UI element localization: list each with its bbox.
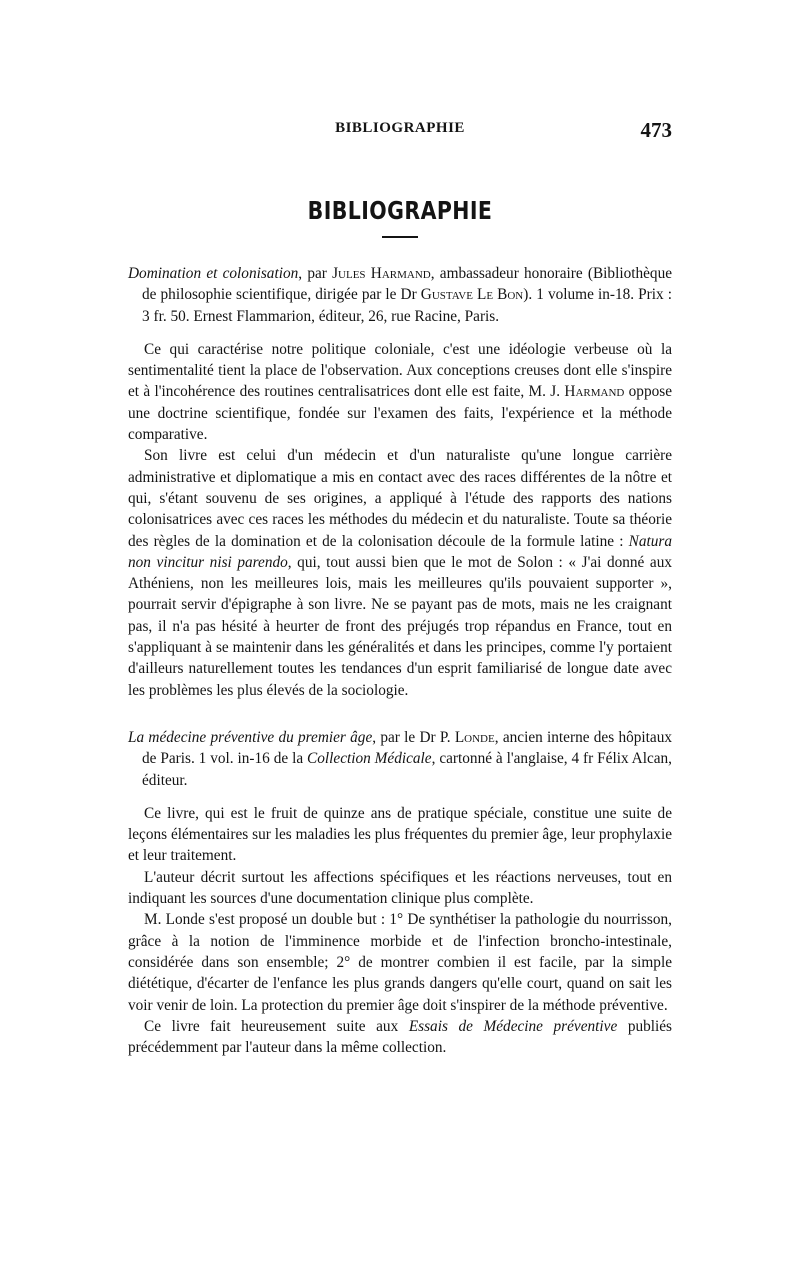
section-title: BIBLIOGRAPHIE bbox=[307, 196, 493, 225]
review-paragraph: L'auteur décrit surtout les affections spécifiques et les réactions nerveuses, tout en indiquant les sources d'une documentation clinique plus complète. bbox=[128, 868, 672, 908]
book-title: La médecine préventive du premier âge bbox=[128, 728, 373, 746]
review-paragraph: Ce livre fait heureusement suite aux Essais de Médecine préventive publiés précédemment par l'auteur dans la même collection. bbox=[128, 1017, 673, 1057]
author-name: Londe bbox=[454, 728, 495, 746]
review-paragraph: Ce qui caractérise notre politique coloniale, c'est une idéologie verbeuse où la sentimentalité tient la place de l'observation. Aux conceptions creuses dont elle s'inspire et à l'incohérence des routines centralisatrices dont elle est faite, M. J. Harmand oppose une doctrine scientifique, fondée sur l'examen des faits, l'expérience et la méthode comparative. bbox=[128, 340, 672, 444]
review-paragraph: M. Londe s'est proposé un double but : 1° De synthétiser la pathologie du nourrisson, grâce à la notion de l'imminence morbide et de l'infection broncho-intestinale, considérée dans son ensemble; 2° de montrer combien il est facile, par la simple diététique, d'écarter de l'enfance les plus grands dangers qu'elle court, quand on sait les voir venir de loin. La protection du premier âge doit s'inspirer de la méthode préventive. bbox=[128, 911, 672, 1014]
review-paragraph: Ce livre, qui est le fruit de quinze ans de pratique spéciale, constitue une suite de leçons élémentaires sur les maladies les plus fréquentes du premier âge, leur prophylaxie et leur traitement. bbox=[128, 804, 672, 865]
review-paragraph: Son livre est celui d'un médecin et d'un naturaliste qu'une longue carrière administrative et diplomatique a mis en contact avec des races différentes de la nôtre et qui, s'étant souvenu de ses origines, a appliqué à l'étude des rapports des nations colonisatrices avec ces races les méthodes du médecin et du naturaliste. Toute sa théorie des règles de la domination et de la colonisation découle de la formule latine : Natura non vincitur nisi parendo, qui, tout aussi bien que le mot de Solon : « J'ai donné aux Athéniens, non les meilleures lois, mais les meilleures qu'ils pouvaient supporter », pourrait servir d'épigraphe à son livre. Ne se payant pas de mots, mais ne les craignant pas, il n'a pas hésité à heurter de front des préjugés trop répandus en France, tout en s'appliquant à se maintenir dans les généralités et dans les principes, comme l'y portaient d'ailleurs naturellement toutes les tendances d'un esprit familiarisé de longue date avec les problèmes les plus élevés de la sociologie. bbox=[128, 447, 672, 699]
author-name: Jules Harmand bbox=[332, 265, 431, 282]
running-title: BIBLIOGRAPHIE bbox=[335, 120, 465, 136]
bibliography-entry-heading: La médecine préventive du premier âge, par le Dr P. Londe, ancien interne des hôpitaux de Paris. 1 vol. in-16 de la Collection Médicale, cartonné à l'anglaise, 4 fr Félix Alcan, éditeur. bbox=[128, 728, 673, 789]
page-number: 473 bbox=[640, 118, 672, 142]
series-title: Essais de Médecine préventive bbox=[408, 1017, 618, 1035]
book-title: Domination et colonisation bbox=[128, 265, 299, 282]
series-editor: Gustave Le Bon bbox=[420, 286, 524, 304]
latin-quote: Natura non vincitur nisi parendo bbox=[128, 532, 672, 571]
collection-name: Collection Médicale bbox=[307, 750, 432, 768]
title-divider bbox=[382, 236, 418, 238]
article-body bbox=[128, 263, 672, 1058]
running-header bbox=[128, 118, 672, 144]
bibliography-entry-heading: Domination et colonisation, par Jules Harmand, ambassadeur honoraire (Bibliothèque de philosophie scientifique, dirigée par le Dr Gustave Le Bon). 1 volume in-18. Prix : 3 fr. 50. Ernest Flammarion, éditeur, 26, rue Racine, Paris. bbox=[128, 265, 673, 325]
